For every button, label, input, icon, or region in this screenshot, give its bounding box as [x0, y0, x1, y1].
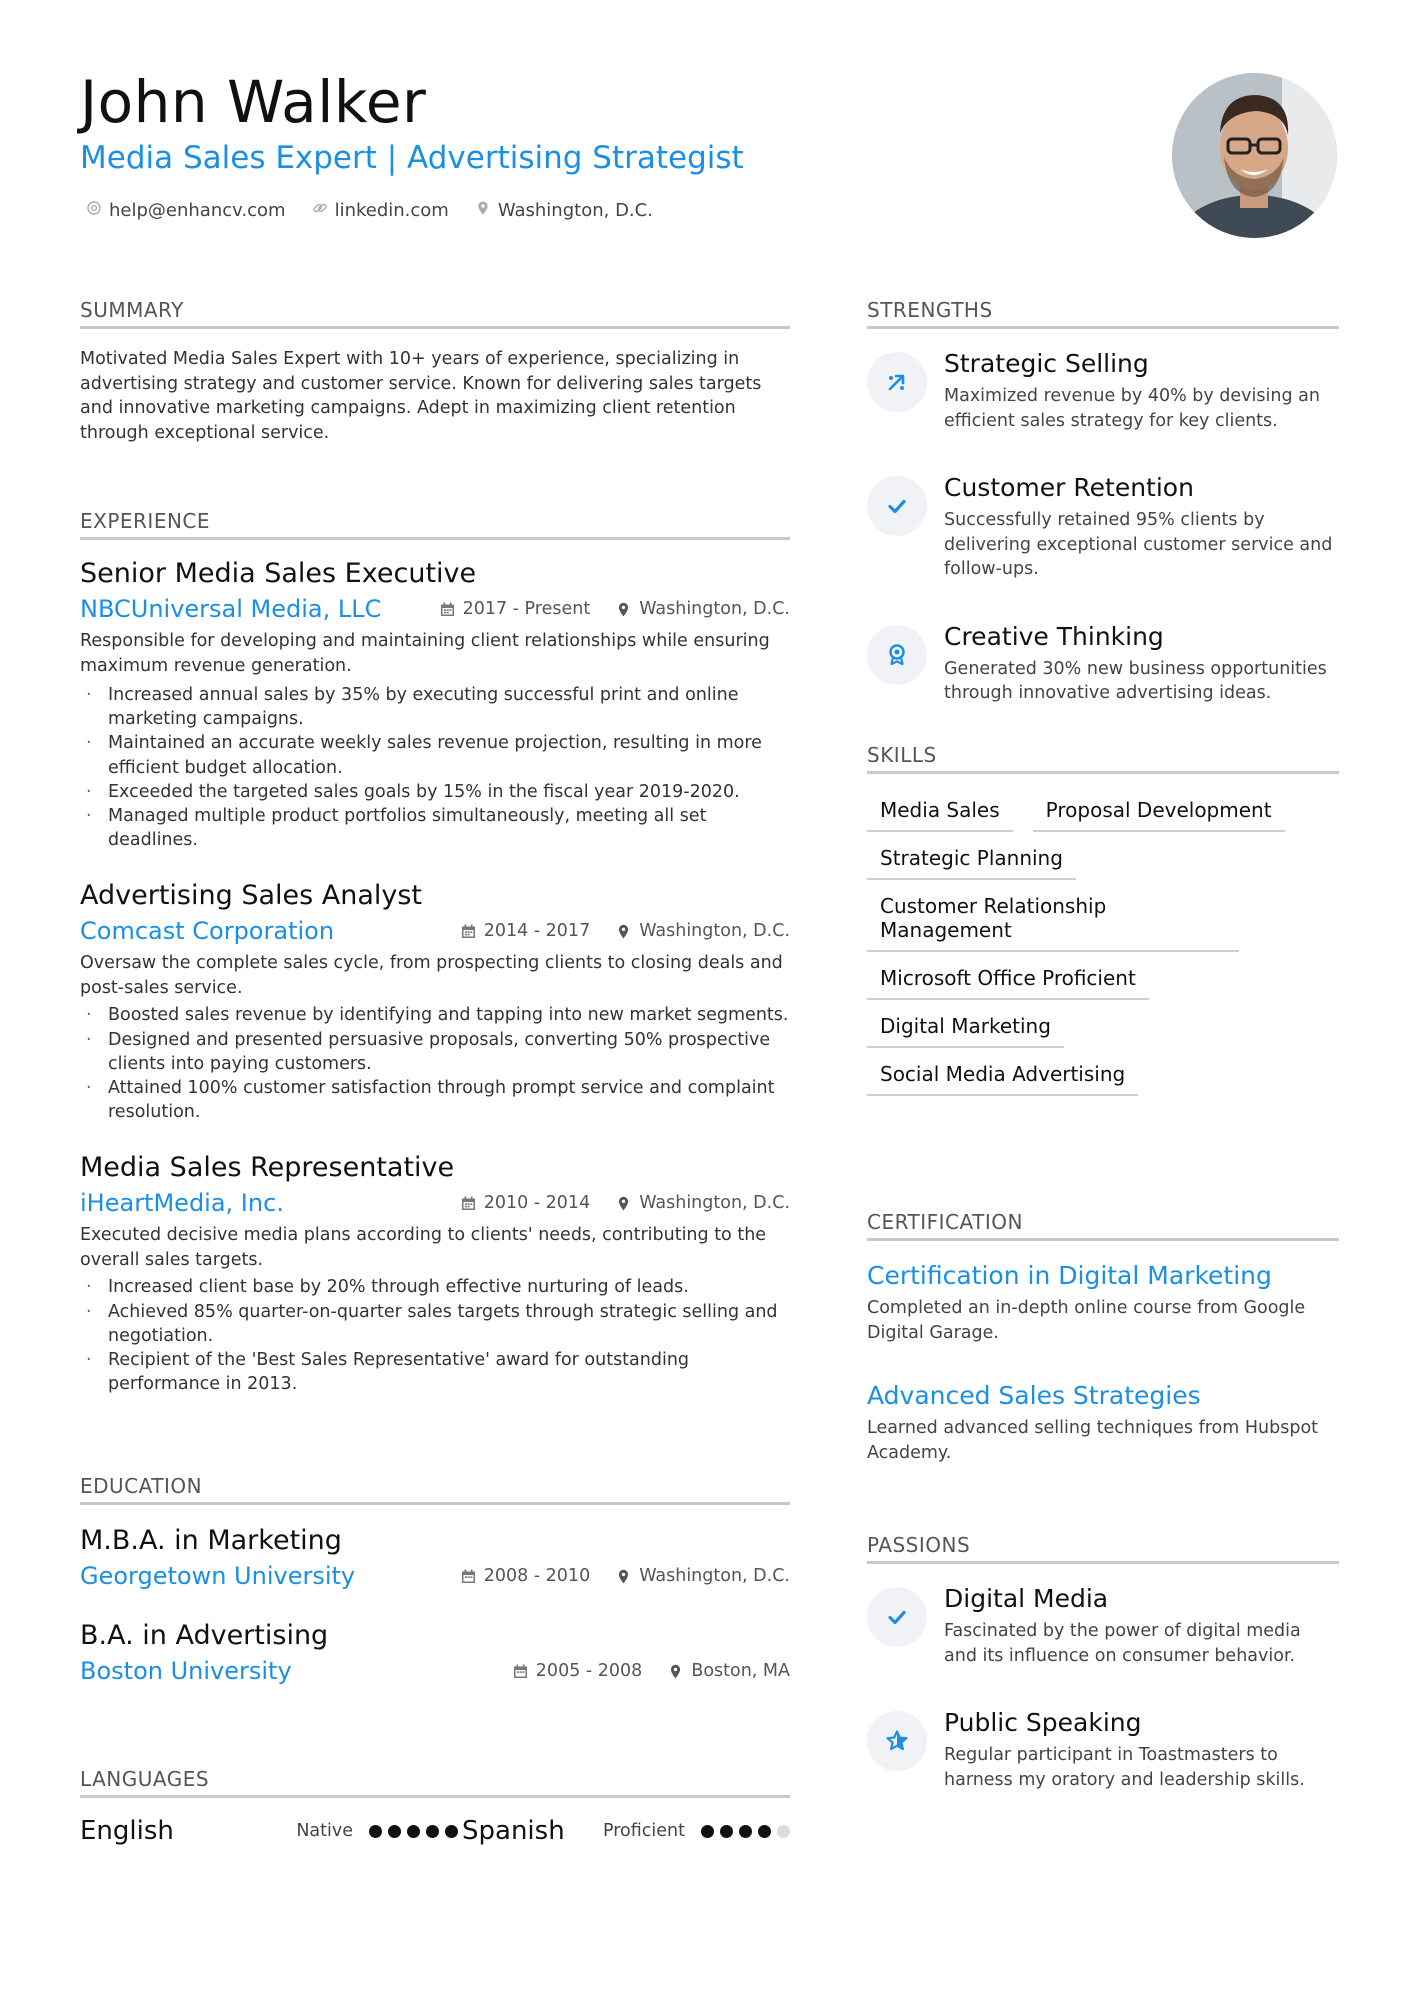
skill-tag: Social Media Advertising — [867, 1062, 1138, 1096]
check-icon — [867, 1587, 927, 1647]
certification-title: Advanced Sales Strategies — [867, 1381, 1201, 1410]
job-description: Responsible for developing and maintaining client relationships while ensuring maximum revenue generation. — [80, 631, 770, 676]
skill-tag: Digital Marketing — [867, 1014, 1064, 1048]
education-dates: 2008 - 2010 — [483, 1566, 591, 1586]
company-name: Comcast Corporation — [80, 917, 335, 946]
certification-title: Certification in Digital Marketing — [867, 1261, 1272, 1290]
passions-heading: PASSIONS — [867, 1533, 1339, 1564]
strengths-heading: STRENGTHS — [867, 298, 1339, 329]
job-title: Advertising Sales Analyst — [80, 880, 423, 912]
skill-tag: Microsoft Office Proficient — [867, 966, 1149, 1000]
calendar-icon — [461, 1196, 476, 1211]
contact-linkedin[interactable] — [312, 200, 449, 221]
company-name: NBCUniversal Media, LLC — [80, 595, 382, 623]
award-icon — [867, 625, 927, 685]
strength-title: Customer Retention — [944, 473, 1194, 502]
star-icon — [867, 1711, 927, 1771]
strength-desc: Generated 30% new business opportunities through innovative advertising ideas. — [944, 658, 1327, 703]
job-bullet: · Maintained an accurate weekly sales revenue projection, resulting in more efficient budget allocation. — [80, 731, 790, 779]
education-location: Boston, MA — [691, 1661, 790, 1681]
passion-title: Digital Media — [944, 1584, 1109, 1613]
location-pin-icon — [616, 924, 631, 939]
strength-desc: Maximized revenue by 40% by devising an efficient sales strategy for key clients. — [944, 386, 1320, 431]
summary-heading: SUMMARY — [80, 298, 790, 329]
rating-dot — [445, 1825, 458, 1838]
degree-title: B.A. in Advertising — [80, 1620, 329, 1651]
calendar-icon — [461, 924, 476, 939]
job-entry — [80, 558, 790, 852]
strength-title: Creative Thinking — [944, 621, 1164, 651]
rating-dot — [701, 1825, 714, 1838]
skills-heading: SKILLS — [867, 743, 1339, 774]
strength-title: Strategic Selling — [944, 349, 1149, 378]
location-pin-icon — [668, 1664, 683, 1679]
skills-section — [867, 743, 1339, 1096]
language-name: Spanish — [462, 1816, 565, 1846]
job-bullet: · Recipient of the 'Best Sales Representative' award for outstanding performance in 2013. — [80, 1348, 790, 1396]
education-entry — [80, 1620, 790, 1685]
linkedin-text: linkedin.com — [334, 200, 449, 221]
languages-heading: LANGUAGES — [80, 1767, 790, 1798]
job-dates: 2017 - Present — [462, 599, 591, 619]
contact-location — [475, 200, 653, 221]
job-bullet: · Boosted sales revenue by identifying and tapping into new market segments. — [80, 1003, 790, 1027]
language-item — [462, 1816, 790, 1846]
job-location: Washington, D.C. — [639, 921, 790, 942]
job-dates: 2014 - 2017 — [483, 921, 591, 942]
location-pin-icon — [616, 1196, 631, 1211]
strength-desc: Successfully retained 95% clients by delivering exceptional customer service and follow-ups. — [944, 510, 1333, 579]
calendar-icon — [461, 1569, 476, 1584]
skills-list — [867, 798, 1339, 1096]
certification-desc: Completed an in-depth online course from Google Digital Garage. — [867, 1298, 1306, 1343]
rating-dot — [739, 1825, 752, 1838]
job-dates: 2010 - 2014 — [483, 1193, 591, 1214]
strength-item — [867, 349, 1339, 433]
job-entry — [80, 880, 790, 1124]
location-pin-icon — [616, 1569, 631, 1584]
passion-item — [867, 1708, 1339, 1792]
strength-item — [867, 622, 1339, 706]
education-dates: 2005 - 2008 — [535, 1661, 643, 1681]
avatar — [1172, 73, 1337, 238]
passions-section — [867, 1533, 1339, 1792]
job-title: Senior Media Sales Executive — [80, 558, 477, 589]
language-item — [80, 1816, 462, 1846]
skill-tag: Customer Relationship Management — [867, 894, 1239, 952]
rating-dot — [426, 1825, 439, 1838]
job-bullet: · Increased annual sales by 35% by executing successful print and online marketing campaigns. — [80, 683, 790, 731]
languages-section — [80, 1767, 790, 1846]
school-name: Georgetown University — [80, 1562, 356, 1590]
location-text: Washington, D.C. — [497, 200, 653, 221]
job-bullet: · Attained 100% customer satisfaction through prompt service and complaint resolution. — [80, 1076, 790, 1124]
job-description: Executed decisive media plans according to clients' needs, contributing to the overall sales targets. — [80, 1225, 767, 1270]
passion-title: Public Speaking — [944, 1708, 1142, 1737]
rating-dot — [758, 1825, 771, 1838]
location-pin-icon — [616, 602, 631, 617]
experience-heading: EXPERIENCE — [80, 509, 790, 540]
job-bullet: · Achieved 85% quarter-on-quarter sales targets through strategic selling and negotiation. — [80, 1300, 790, 1348]
location-pin-icon — [475, 200, 491, 221]
job-bullet: · Managed multiple product portfolios simultaneously, meeting all set deadlines. — [80, 804, 790, 852]
strengths-section — [867, 298, 1339, 706]
school-name: Boston University — [80, 1657, 292, 1685]
job-title: Media Sales Representative — [80, 1152, 455, 1184]
education-section — [80, 1474, 790, 1685]
language-rating — [369, 1825, 458, 1838]
job-bullet: · Designed and presented persuasive proposals, converting 50% prospective clients into paying customers. — [80, 1028, 790, 1076]
candidate-title: Media Sales Expert | Advertising Strategist — [80, 140, 744, 176]
degree-title: M.B.A. in Marketing — [80, 1525, 342, 1556]
rating-dot — [720, 1825, 733, 1838]
passion-desc: Regular participant in Toastmasters to harness my oratory and leadership skills. — [944, 1745, 1305, 1790]
language-level: Native — [296, 1821, 353, 1841]
strategy-icon — [867, 352, 927, 412]
job-location: Washington, D.C. — [639, 599, 790, 619]
rating-dot — [388, 1825, 401, 1838]
calendar-icon — [440, 602, 455, 617]
rating-dot — [369, 1825, 382, 1838]
company-name: iHeartMedia, Inc. — [80, 1189, 284, 1218]
skill-tag: Media Sales — [867, 798, 1013, 832]
education-location: Washington, D.C. — [639, 1566, 790, 1586]
passion-desc: Fascinated by the power of digital media and its influence on consumer behavior. — [944, 1621, 1301, 1666]
certification-heading: CERTIFICATION — [867, 1210, 1339, 1241]
strength-item — [867, 473, 1339, 582]
job-location: Washington, D.C. — [639, 1193, 790, 1214]
contact-row — [86, 200, 653, 221]
contact-email[interactable] — [86, 200, 286, 221]
certification-item — [867, 1381, 1339, 1465]
job-entry — [80, 1152, 790, 1396]
language-rating — [701, 1825, 790, 1838]
job-bullet: · Increased client base by 20% through effective nurturing of leads. — [80, 1275, 790, 1299]
check-icon — [867, 476, 927, 536]
job-description: Oversaw the complete sales cycle, from prospecting clients to closing deals and post-sales service. — [80, 953, 783, 998]
rating-dot — [407, 1825, 420, 1838]
skill-tag: Proposal Development — [1033, 798, 1285, 832]
link-icon — [312, 200, 328, 221]
language-level: Proficient — [603, 1821, 685, 1841]
candidate-name: John Walker — [80, 68, 427, 136]
email-text: help@enhancv.com — [109, 200, 286, 221]
summary-text: Motivated Media Sales Expert with 10+ years of experience, specializing in advertising strategy and customer service. Known for delivering sales targets and innovative marketing campaigns. Adept in maximizing client retention through exceptional service. — [80, 349, 762, 443]
certification-item — [867, 1261, 1339, 1345]
summary-section — [80, 298, 790, 445]
skill-tag: Strategic Planning — [867, 846, 1076, 880]
rating-dot — [777, 1825, 790, 1838]
education-heading: EDUCATION — [80, 1474, 790, 1505]
job-bullet: · Exceeded the targeted sales goals by 15% in the fiscal year 2019-2020. — [80, 780, 790, 804]
certification-desc: Learned advanced selling techniques from Hubspot Academy. — [867, 1418, 1319, 1463]
language-name: English — [80, 1816, 174, 1846]
calendar-icon — [513, 1664, 528, 1679]
at-icon — [86, 200, 102, 221]
experience-section — [80, 509, 790, 1396]
education-entry — [80, 1525, 790, 1590]
certification-section — [867, 1210, 1339, 1465]
passion-item — [867, 1584, 1339, 1668]
